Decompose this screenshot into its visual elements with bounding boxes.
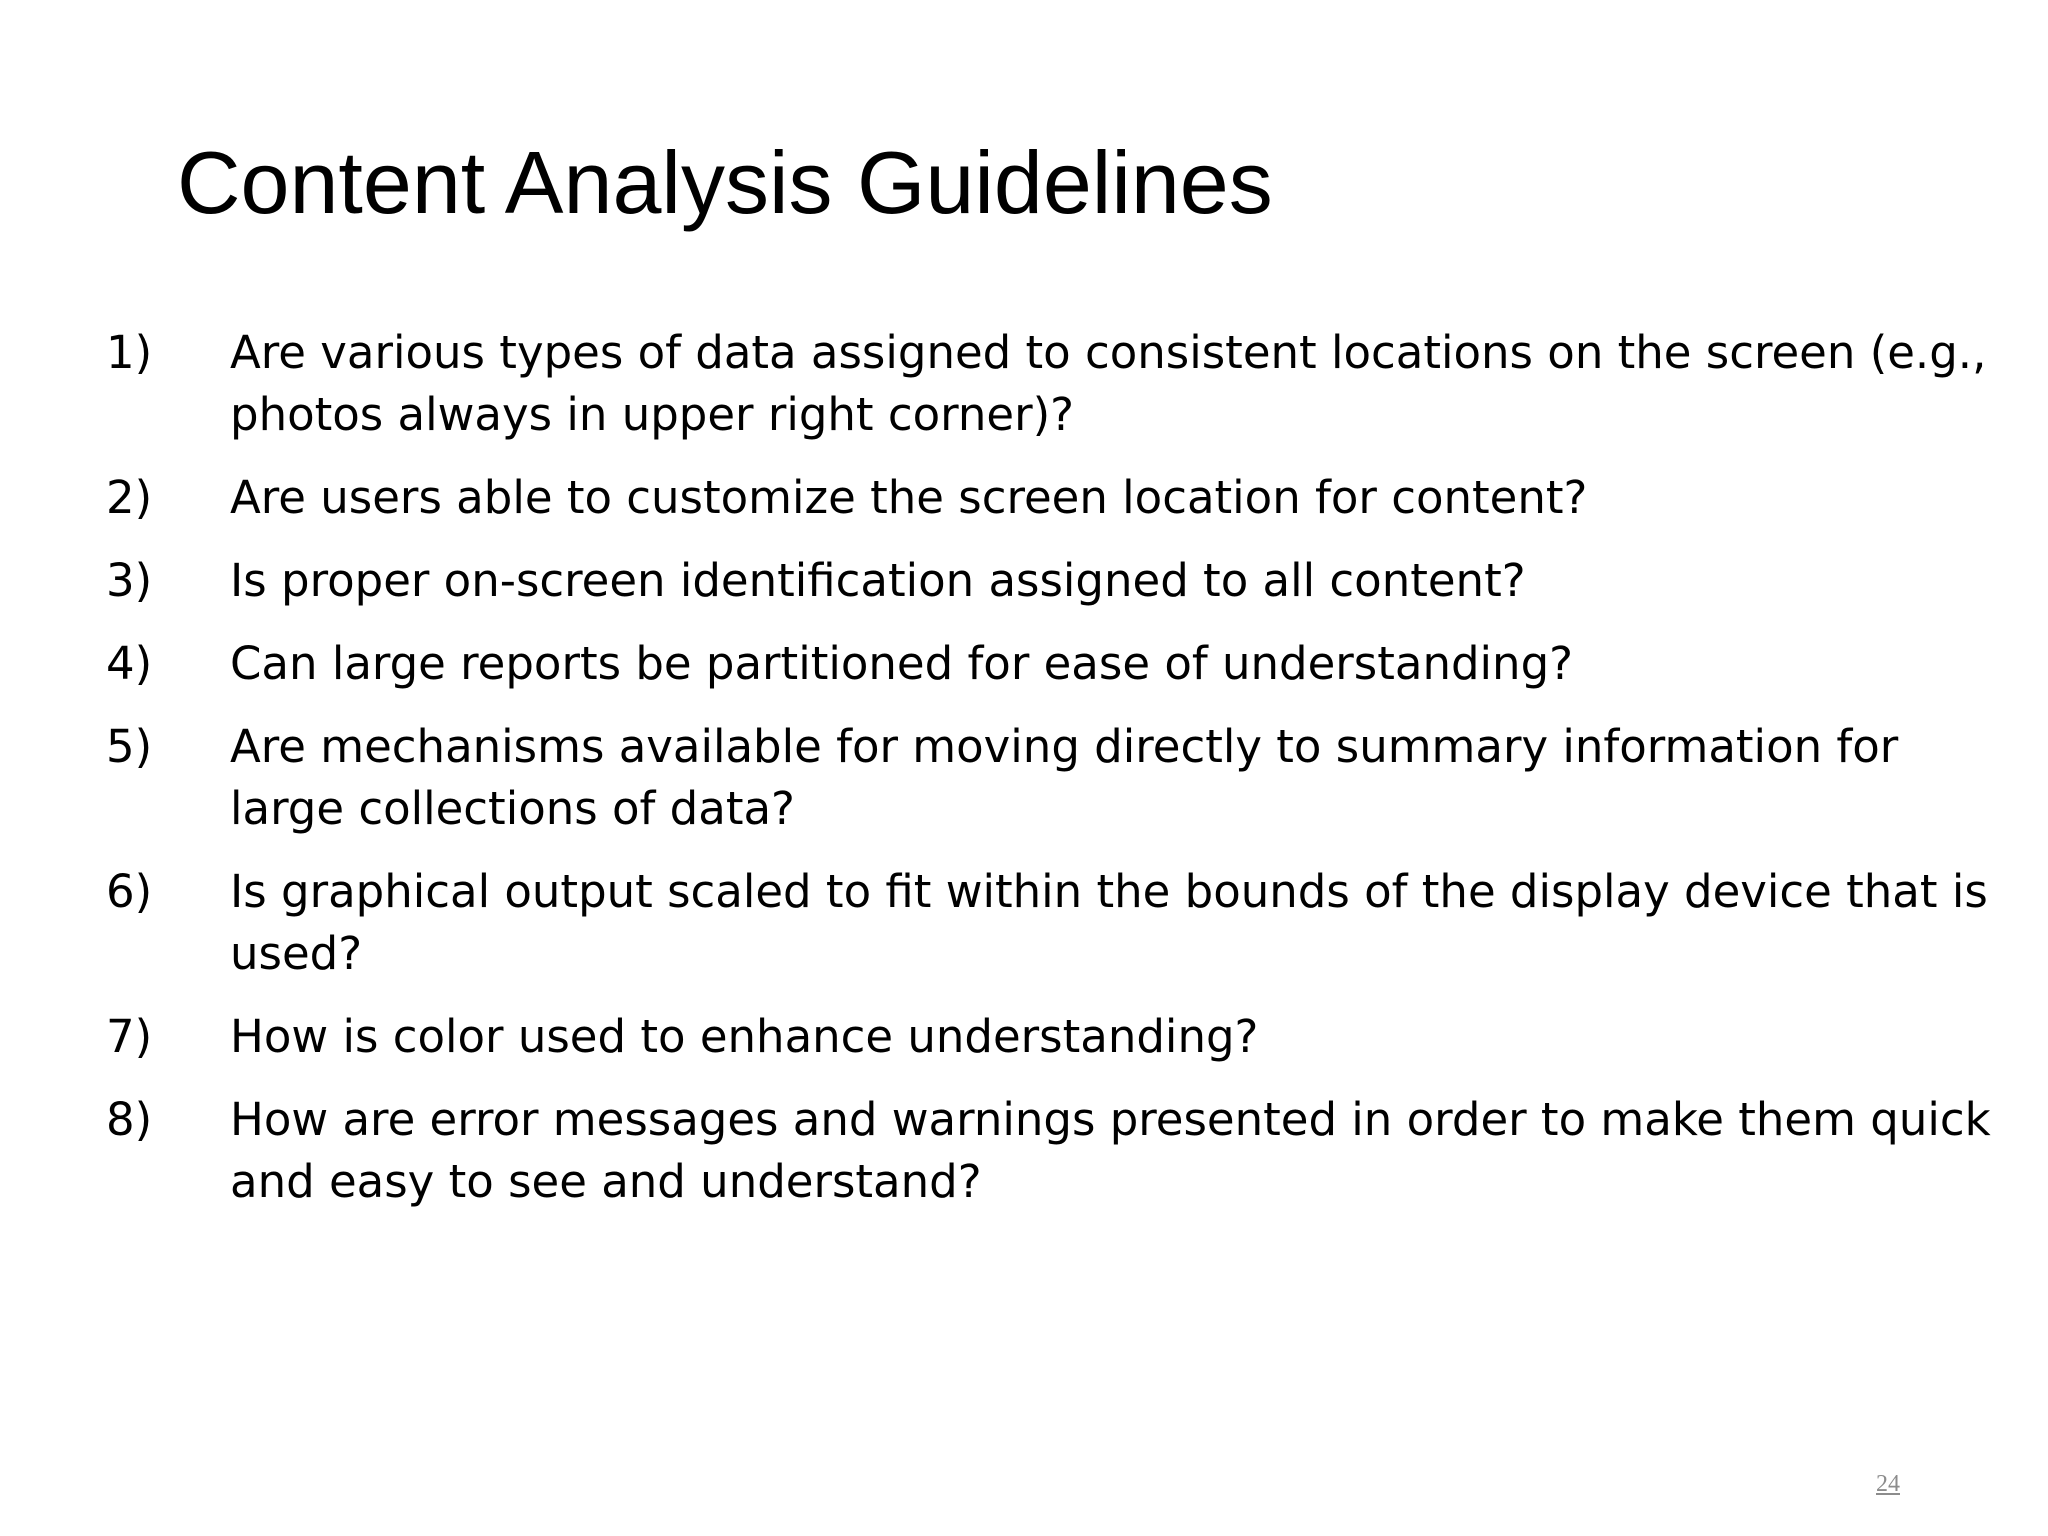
list-item (106, 861, 2006, 985)
list-item-number: 6) (106, 865, 153, 918)
list-item-number: 7) (106, 1010, 153, 1063)
list-item (106, 1006, 2006, 1068)
list-item-text: How are error messages and warnings presented in order to make them quick and easy to see and understand? (230, 1093, 1991, 1208)
list-item-text: Are mechanisms available for moving directly to summary information for large collections of data? (230, 720, 1899, 835)
list-item-text: How is color used to enhance understanding? (230, 1010, 1259, 1063)
list-item-text: Are users able to customize the screen location for content? (230, 471, 1588, 524)
list-item (106, 633, 2006, 695)
list-item (106, 467, 2006, 529)
page-number: 24 (1876, 1471, 1900, 1497)
list-item-number: 5) (106, 720, 153, 773)
list-item-number: 2) (106, 471, 153, 524)
list-item-text: Is graphical output scaled to fit within the bounds of the display device that is used? (230, 865, 1988, 980)
list-item (106, 1089, 2006, 1213)
guidelines-list (106, 322, 2006, 1234)
list-item-text: Are various types of data assigned to consistent locations on the screen (e.g., photos always in upper right corner)? (230, 326, 1987, 441)
list-item-text: Can large reports be partitioned for ease of understanding? (230, 637, 1574, 690)
list-item (106, 716, 2006, 840)
list-item-number: 4) (106, 637, 153, 690)
slide-title: Content Analysis Guidelines (177, 133, 1273, 232)
list-item-text: Is proper on-screen identification assigned to all content? (230, 554, 1526, 607)
list-item (106, 322, 2006, 446)
list-item-number: 1) (106, 326, 153, 379)
list-item-number: 8) (106, 1093, 153, 1146)
list-item-number: 3) (106, 554, 153, 607)
list-item (106, 550, 2006, 612)
